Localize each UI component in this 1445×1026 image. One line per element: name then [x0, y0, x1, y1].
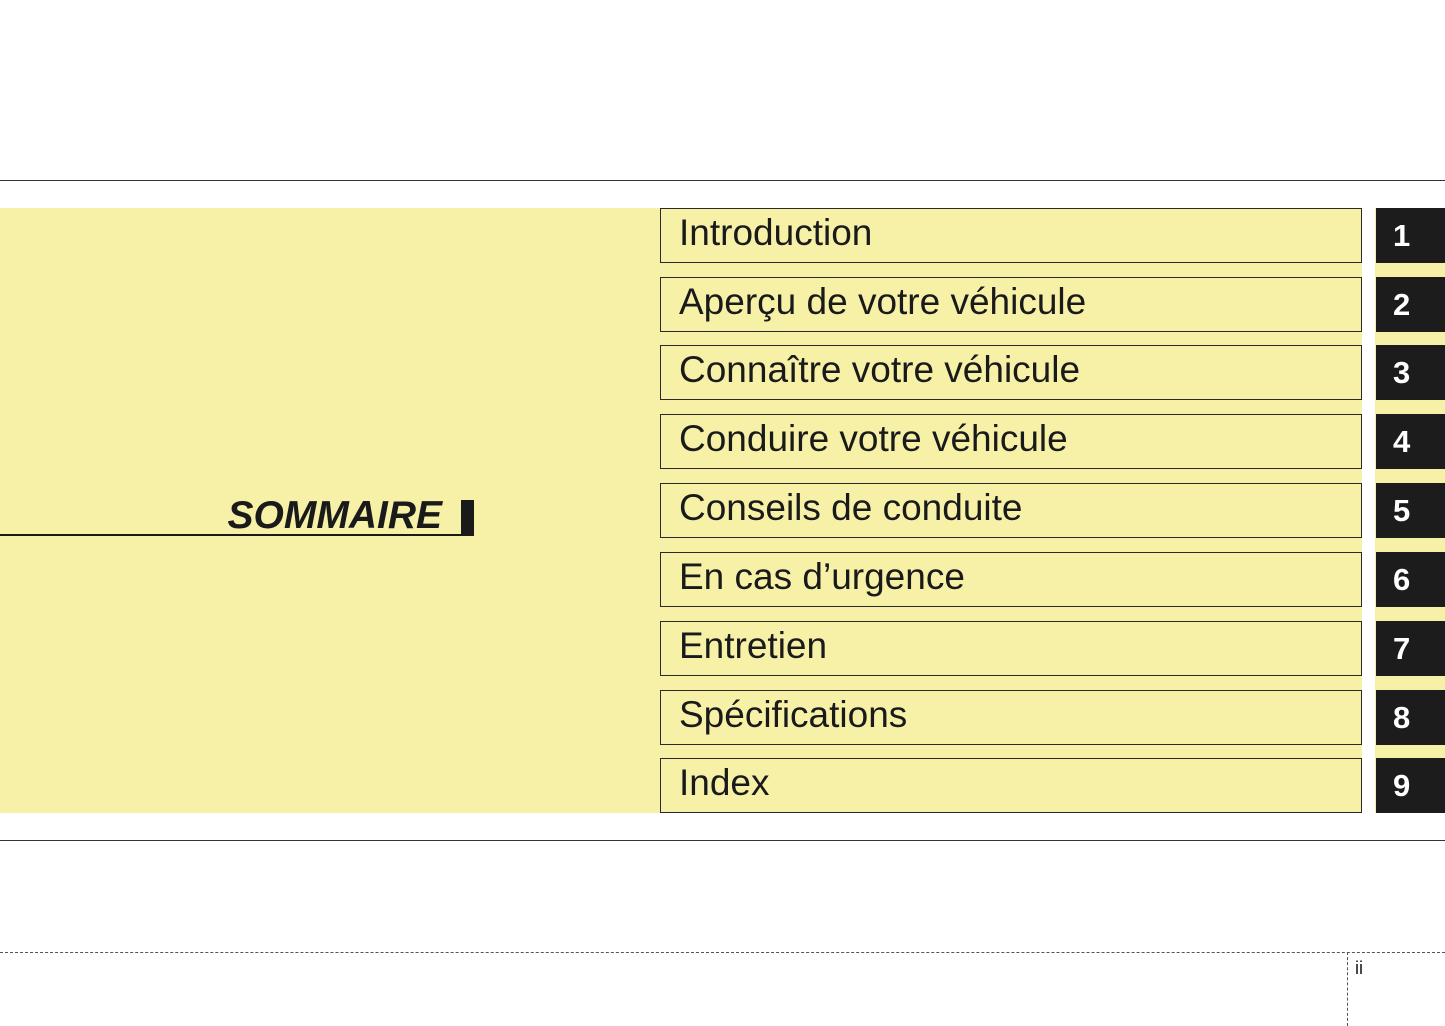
page-number: ii — [1355, 958, 1363, 978]
toc-entry-introduction[interactable] — [660, 208, 1445, 263]
toc-entry-box[interactable] — [660, 621, 1362, 676]
chapter-tab[interactable]: 1 — [1376, 208, 1445, 263]
footer-dashed-divider — [1347, 952, 1348, 1026]
toc-entry-apercu[interactable] — [660, 277, 1445, 332]
section-title-underline — [0, 534, 474, 536]
toc-entry-urgence[interactable] — [660, 552, 1445, 607]
toc-entry-label[interactable]: Entretien — [679, 625, 828, 666]
toc-entry-label[interactable]: Introduction — [679, 212, 873, 253]
toc-entry-connaitre[interactable] — [660, 345, 1445, 400]
chapter-tab[interactable]: 5 — [1376, 483, 1445, 538]
toc-entry-box[interactable] — [660, 277, 1362, 332]
toc-entry-label[interactable]: Conduire votre véhicule — [679, 418, 1068, 459]
toc-entry-box[interactable] — [660, 208, 1362, 263]
toc-entry-box[interactable] — [660, 414, 1362, 469]
toc-entry-label[interactable]: Connaître votre véhicule — [679, 349, 1081, 390]
chapter-tab[interactable]: 9 — [1376, 758, 1445, 813]
chapter-tab[interactable]: 6 — [1376, 552, 1445, 607]
section-title: SOMMAIRE — [227, 494, 442, 537]
chapter-tab[interactable]: 7 — [1376, 621, 1445, 676]
toc-entry-conseils[interactable] — [660, 483, 1445, 538]
chapter-tab[interactable]: 4 — [1376, 414, 1445, 469]
toc-entry-box[interactable] — [660, 758, 1362, 813]
toc-entry-entretien[interactable] — [660, 621, 1445, 676]
toc-entry-box[interactable] — [660, 483, 1362, 538]
toc-entry-label[interactable]: En cas d’urgence — [679, 556, 965, 597]
chapter-tab[interactable]: 8 — [1376, 690, 1445, 745]
top-rule — [0, 180, 1445, 181]
toc-entry-label[interactable]: Index — [679, 762, 770, 803]
chapter-tab[interactable]: 3 — [1376, 345, 1445, 400]
toc-entry-box[interactable] — [660, 345, 1362, 400]
bottom-rule — [0, 840, 1445, 841]
toc-entry-label[interactable]: Aperçu de votre véhicule — [679, 281, 1087, 322]
toc-entry-box[interactable] — [660, 690, 1362, 745]
toc-entry-conduire[interactable] — [660, 414, 1445, 469]
toc-entry-index[interactable] — [660, 758, 1445, 813]
chapter-tab[interactable]: 2 — [1376, 277, 1445, 332]
section-marker — [461, 500, 474, 536]
toc-entry-box[interactable] — [660, 552, 1362, 607]
toc-entry-specifications[interactable] — [660, 690, 1445, 745]
toc-entry-label[interactable]: Spécifications — [679, 694, 908, 735]
toc-entry-label[interactable]: Conseils de conduite — [679, 487, 1023, 528]
footer-dashed-rule — [0, 952, 1445, 953]
